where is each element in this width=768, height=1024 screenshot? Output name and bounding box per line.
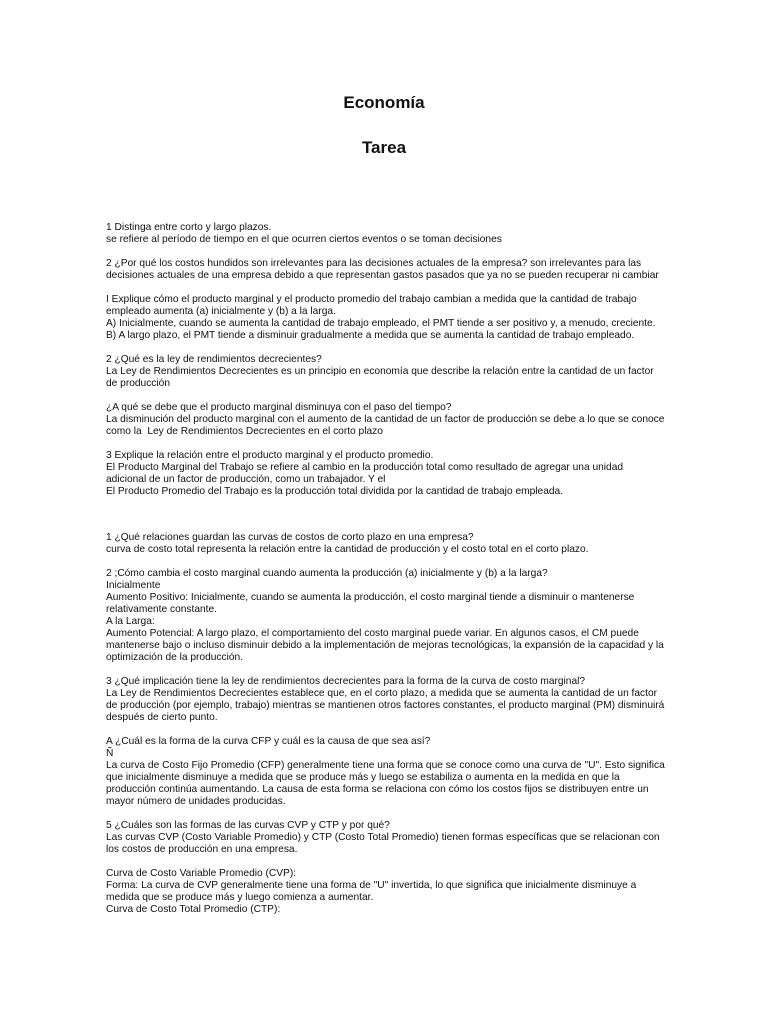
document-body: [106, 222, 666, 928]
paragraph-diminishing-returns-implication: [106, 676, 666, 724]
answer-line: El Producto Marginal del Trabajo se refiere al cambio en la producción total como resultado de agregar una unidad adicional de un factor de producción, como un trabajador. Y el: [106, 462, 626, 485]
answer-line: Las curvas CVP (Costo Variable Promedio) y CTP (Costo Total Promedio) tienen formas específicas que se relacionan con los costos de producción en una empresa.: [106, 832, 663, 855]
answer-line: Inicialmente: [106, 580, 161, 591]
question-line: 2 ;Cómo cambia el costo marginal cuando aumenta la producción (a) inicialmente y (b) a la larga?: [106, 568, 548, 579]
paragraph-marginal-average-relation: [106, 450, 666, 498]
question-line: 3 Explique la relación entre el producto marginal y el producto promedio.: [106, 450, 434, 461]
answer-line: se refiere al período de tiempo en el que ocurren ciertos eventos o se toman decisiones: [106, 234, 502, 245]
answer-line-b: B) A largo plazo, el PMT tiende a disminuir gradualmente a medida que se aumenta la cantidad de trabajo empleado.: [106, 330, 635, 341]
answer-line: La disminución del producto marginal con el aumento de la cantidad de un factor de producción se debe a lo que se conoce como la Ley de Rendimientos Decrecientes en el corto plazo: [106, 414, 668, 437]
question-line: A ¿Cuál es la forma de la curva CFP y cuál es la causa de que sea así?: [106, 736, 431, 747]
document-title: Economía: [343, 93, 425, 112]
stray-character: Ñ: [106, 748, 114, 759]
paragraph-cvp-ctp-detail: [106, 868, 666, 916]
question-line: ¿A qué se debe que el producto marginal disminuya con el paso del tiempo?: [106, 402, 452, 413]
paragraph-sunk-costs: [106, 258, 666, 282]
question-answer-line: 2 ¿Por qué los costos hundidos son irrelevantes para las decisiones actuales de la empresa? son irrelevantes para las decisiones actuales de una empresa debido a que representan gastos pasados que ya no se pueden recuperar ni cambiar: [106, 258, 659, 281]
document-subtitle: Tarea: [361, 138, 407, 157]
answer-line: A la Larga:: [106, 616, 155, 627]
answer-line-a: A) Inicialmente, cuando se aumenta la cantidad de trabajo empleado, el PMT tiende a ser positivo y, a menudo, creciente.: [106, 318, 656, 329]
subheading-line: Curva de Costo Variable Promedio (CVP):: [106, 868, 297, 879]
subheading-line: Curva de Costo Total Promedio (CTP):: [106, 904, 281, 915]
question-line: I Explique cómo el producto marginal y el producto promedio del trabajo cambian a medida que la cantidad de trabajo empleado aumenta (a) inicialmente y (b) a la larga.: [106, 294, 640, 317]
paragraph-short-run-cost-curves: [106, 532, 666, 556]
paragraph-marginal-average-product-change: [106, 294, 666, 342]
answer-line: La Ley de Rendimientos Decrecientes es un principio en economía que describe la relación entre la cantidad de un factor de producción: [106, 366, 657, 389]
paragraph-marginal-product-decline: [106, 402, 666, 438]
paragraph-diminishing-returns-law: [106, 354, 666, 390]
answer-line: Aumento Potencial: A largo plazo, el comportamiento del costo marginal puede variar. En algunos casos, el CM puede mantenerse bajo o incluso disminuir debido a la implementación de mejoras tecnológicas, la expansión de la capacidad y la optimización de la producción.: [106, 628, 667, 663]
answer-line: La curva de Costo Fijo Promedio (CFP) generalmente tiene una forma que se conoce como una curva de "U". Esto significa que inicialmente disminuye a medida que se produce más y luego se estabiliza o aumenta en la medida en que la producción continúa aumentando. La causa de esta forma se relaciona con cómo los costos fijos se distribuyen entre un mayor número de unidades producidas.: [106, 760, 668, 807]
paragraph-cvp-ctp-shapes: [106, 820, 666, 856]
question-line: 3 ¿Qué implicación tiene la ley de rendimientos decrecientes para la forma de la curva de costo marginal?: [106, 676, 586, 687]
answer-line: El Producto Promedio del Trabajo es la producción total dividida por la cantidad de trabajo empleada.: [106, 486, 564, 497]
answer-line: curva de costo total representa la relación entre la cantidad de producción y el costo total en el corto plazo.: [106, 544, 589, 555]
answer-line: Aumento Positivo: Inicialmente, cuando se aumenta la producción, el costo marginal tiende a disminuir o mantenerse relativamente constante.: [106, 592, 638, 615]
question-line: 5 ¿Cuáles son las formas de las curvas CVP y CTP y por qué?: [106, 820, 390, 831]
answer-line: La Ley de Rendimientos Decrecientes establece que, en el corto plazo, a medida que se aumenta la cantidad de un factor de producción (por ejemplo, trabajo) mientras se mantienen otros factores constantes, el producto marginal (PM) disminuirá después de cierto punto.: [106, 688, 668, 723]
paragraph-short-vs-long-run: [106, 222, 666, 246]
question-line: 1 ¿Qué relaciones guardan las curvas de costos de corto plazo en una empresa?: [106, 532, 474, 543]
answer-line: Forma: La curva de CVP generalmente tiene una forma de "U" invertida, lo que significa que inicialmente disminuye a medida que se produce más y luego comienza a aumentar.: [106, 880, 640, 903]
paragraph-cfp-curve-shape: [106, 736, 666, 808]
question-line: 2 ¿Qué es la ley de rendimientos decrecientes?: [106, 354, 322, 365]
question-line: 1 Distinga entre corto y largo plazos.: [106, 222, 272, 233]
paragraph-marginal-cost-change: [106, 568, 666, 664]
